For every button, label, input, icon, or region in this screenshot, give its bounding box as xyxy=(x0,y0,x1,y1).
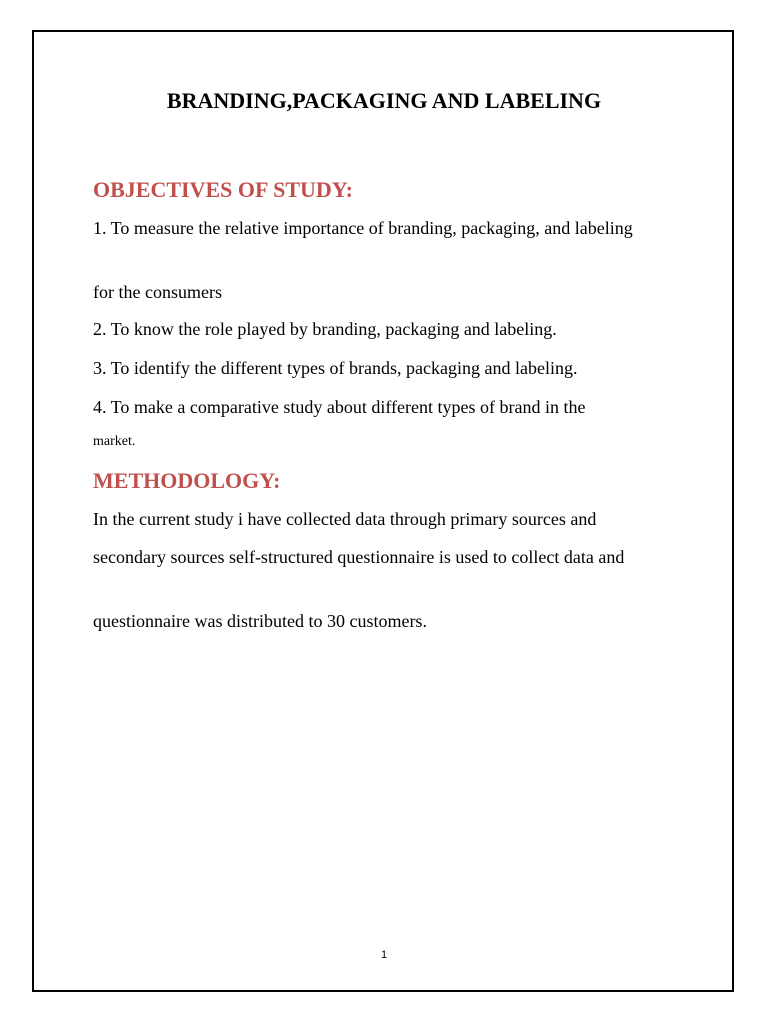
objective-line-6: market. xyxy=(93,434,136,449)
methodology-line-2: secondary sources self-structured questionnaire is used to collect data and xyxy=(93,547,625,567)
objective-line-5: 4. To make a comparative study about different types of brand in the xyxy=(93,397,586,417)
objective-line-2: for the consumers xyxy=(93,282,222,302)
methodology-line-1: In the current study i have collected data through primary sources and xyxy=(93,509,597,529)
methodology-line-3: questionnaire was distributed to 30 customers. xyxy=(93,611,427,631)
page-number: 1 xyxy=(380,949,388,961)
objective-line-1: 1. To measure the relative importance of branding, packaging, and labeling xyxy=(93,218,633,238)
objective-line-4: 3. To identify the different types of brands, packaging and labeling. xyxy=(93,358,578,378)
methodology-heading: METHODOLOGY: xyxy=(93,468,281,493)
objective-line-3: 2. To know the role played by branding, packaging and labeling. xyxy=(93,319,557,339)
document-title: BRANDING,PACKAGING AND LABELING xyxy=(166,88,602,113)
objectives-heading: OBJECTIVES OF STUDY: xyxy=(93,177,353,202)
